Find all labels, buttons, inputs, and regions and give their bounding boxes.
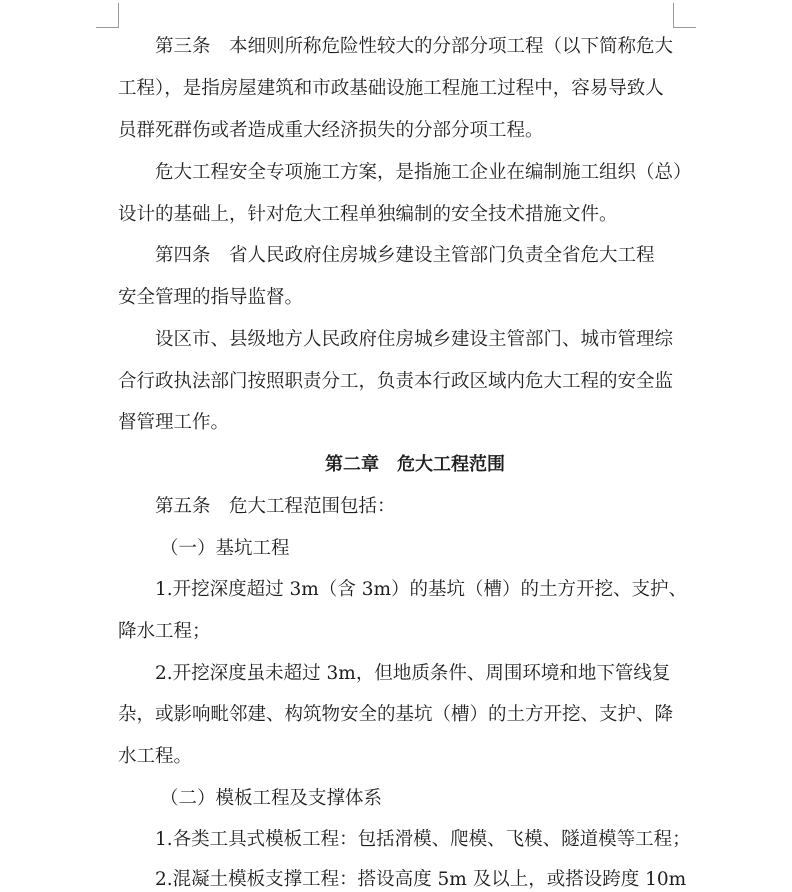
chapter-2-heading: 第二章 危大工程范围 — [325, 454, 505, 475]
article-3-line-2: 工程），是指房屋建筑和市政基础设施工程施工过程中，容易导致人 — [118, 78, 664, 99]
scheme-definition-line-1: 危大工程安全专项施工方案，是指施工企业在编制施工组织（总） — [155, 162, 692, 183]
article-3-line-1: 第三条 本细则所称危险性较大的分部分项工程（以下简称危大 — [155, 36, 674, 57]
article-4-line-2: 安全管理的指导监督。 — [118, 287, 304, 308]
item-1-2-line-1: 2.开挖深度虽未超过 3m，但地质条件、周围环境和地下管线复 — [155, 663, 671, 684]
article-5-line-1: 第五条 危大工程范围包括： — [155, 496, 396, 517]
item-1-1-line-2: 降水工程； — [118, 621, 211, 642]
article-4-line-1: 第四条 省人民政府住房城乡建设主管部门负责全省危大工程 — [155, 245, 655, 266]
item-1-1-line-1: 1.开挖深度超过 3m（含 3m）的基坑（槽）的土方开挖、支护、 — [155, 579, 688, 600]
top-right-margin-mark — [673, 3, 696, 28]
item-2-1-line-1: 1.各类工具式模板工程：包括滑模、爬模、飞模、隧道模等工程； — [155, 829, 691, 850]
section-1-title: （一）基坑工程 — [160, 538, 290, 559]
local-authority-line-2: 合行政执法部门按照职责分工，负责本行政区域内危大工程的安全监 — [118, 371, 674, 392]
item-1-2-line-2: 杂，或影响毗邻建、构筑物安全的基坑（槽）的土方开挖、支护、降 — [118, 704, 674, 725]
article-3-line-3: 员群死群伤或者造成重大经济损失的分部分项工程。 — [118, 120, 544, 141]
item-1-2-line-3: 水工程。 — [118, 746, 193, 767]
section-2-title: （二）模板工程及支撑体系 — [160, 788, 383, 809]
local-authority-line-1: 设区市、县级地方人民政府住房城乡建设主管部门、城市管理综 — [155, 329, 674, 350]
local-authority-line-3: 督管理工作。 — [118, 412, 230, 433]
item-2-2-line-1: 2.混凝土模板支撑工程：搭设高度 5m 及以上，或搭设跨度 10m — [155, 869, 687, 890]
scheme-definition-line-2: 设计的基础上，针对危大工程单独编制的安全技术措施文件。 — [118, 204, 618, 225]
top-left-margin-mark — [96, 3, 119, 28]
